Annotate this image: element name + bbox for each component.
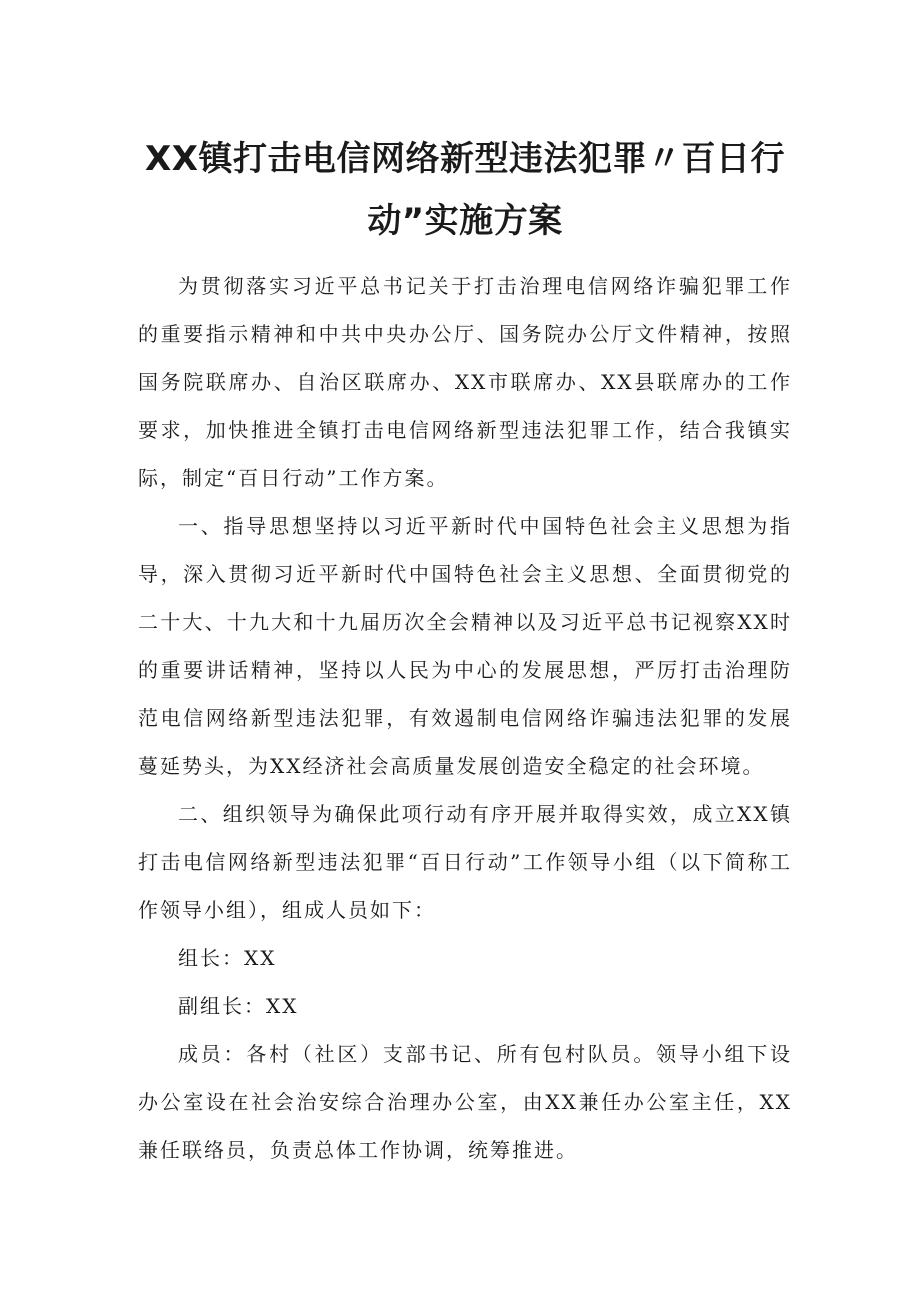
paragraph-group-leader: 组长：XX: [178, 946, 277, 970]
document-body: [138, 262, 792, 1174]
title-line-2: 动”实施方案: [367, 201, 563, 241]
title-line-1: XX镇打击电信网络新型违法犯罪〃百日行: [145, 139, 785, 179]
paragraph-guiding-ideology: 一、指导思想坚持以习近平新时代中国特色社会主义思想为指导，深入贯彻习近平新时代中国特色社会主义思想、全面贯彻党的二十大、十九大和十九届历次全会精神以及习近平总书记视察XX时的重要讲话精神，坚持以人民为中心的发展思想，严厉打击治理防范电信网络新型违法犯罪，有效遏制电信网络诈骗违法犯罪的发展蔓延势头，为XX经济社会高质量发展创造安全稳定的社会环境。: [138, 514, 792, 778]
paragraph-intro: 为贯彻落实习近平总书记关于打击治理电信网络诈骗犯罪工作的重要指示精神和中共中央办公厅、国务院办公厅文件精神，按照国务院联席办、自治区联席办、XX市联席办、XX县联席办的工作要求，加快推进全镇打击电信网络新型违法犯罪工作，结合我镇实际，制定“百日行动”工作方案。: [138, 274, 792, 490]
document-title: [138, 128, 792, 252]
paragraph-members: 成员：各村（社区）支部书记、所有包村队员。领导小组下设办公室设在社会治安综合治理办公室，由XX兼任办公室主任，XX兼任联络员，负责总体工作协调，统筹推进。: [138, 1042, 792, 1162]
document-page: [138, 128, 792, 1174]
paragraph-deputy-leader: 副组长：XX: [178, 994, 299, 1018]
paragraph-organization: 二、组织领导为确保此项行动有序开展并取得实效，成立XX镇打击电信网络新型违法犯罪“百日行动”工作领导小组（以下简称工作领导小组），组成人员如下：: [138, 802, 792, 922]
